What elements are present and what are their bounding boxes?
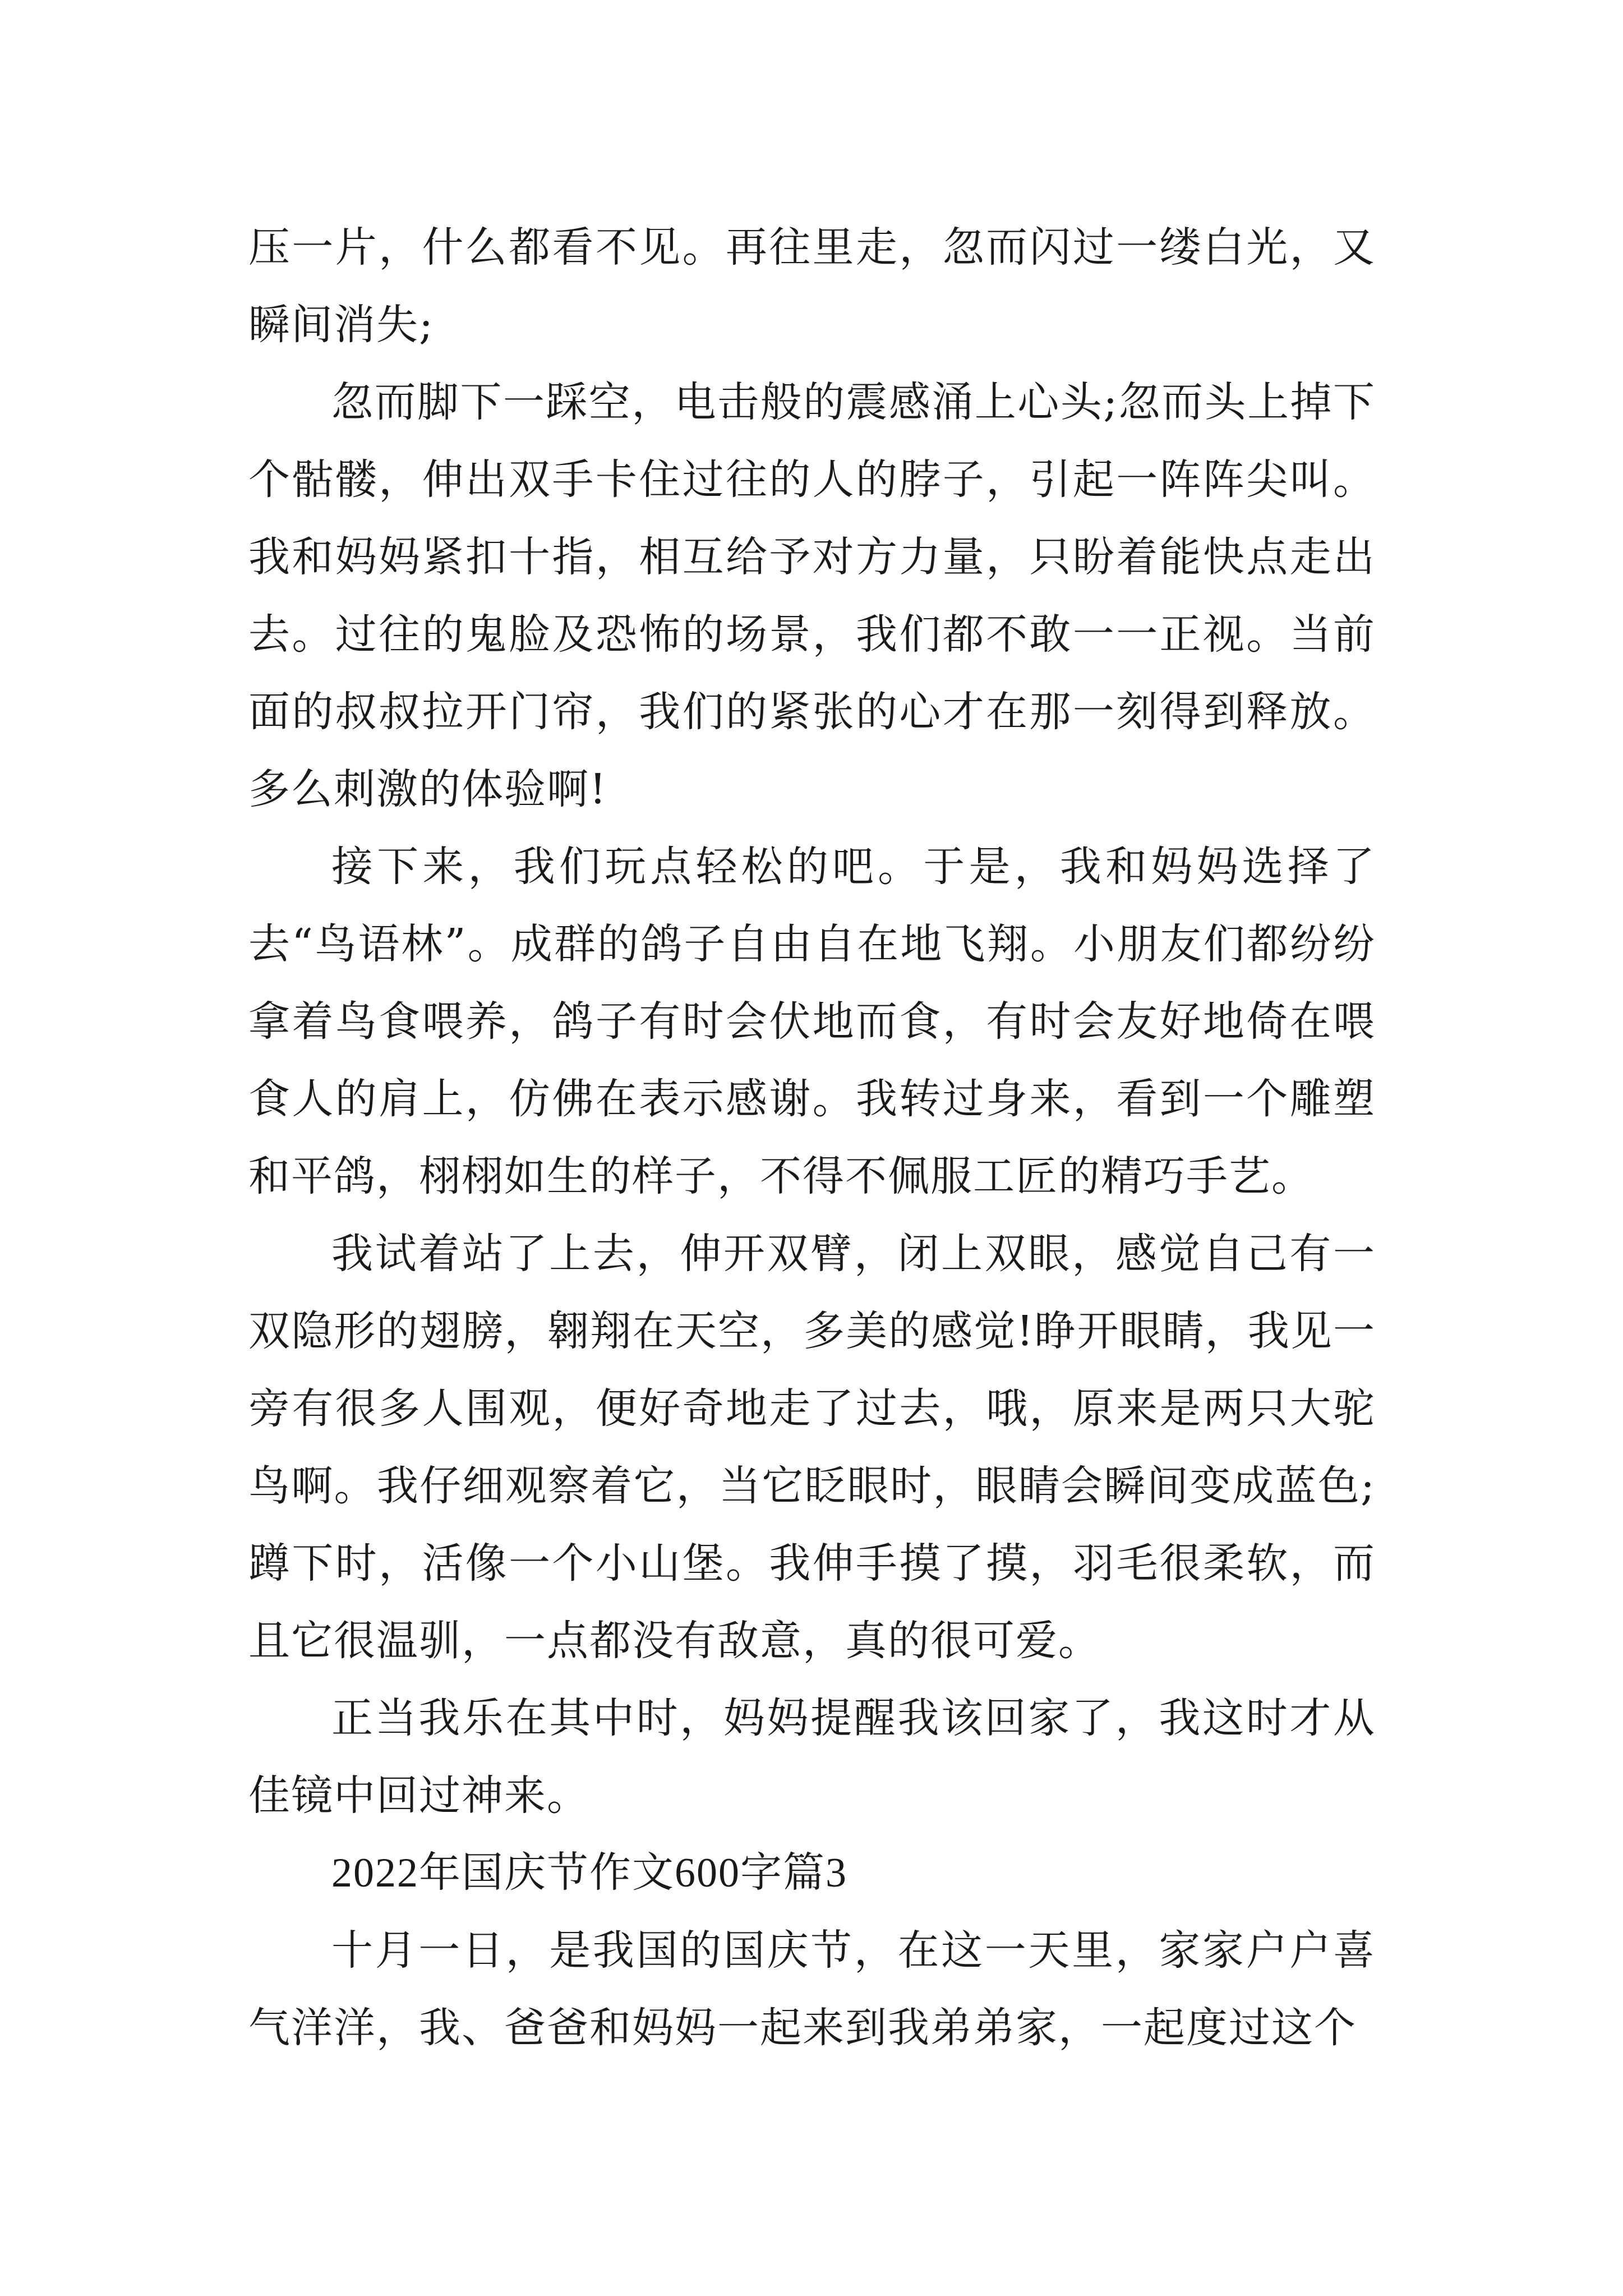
- paragraph-haunted-house: 忽而脚下一踩空，电击般的震感涌上心头;忽而头上掉下个骷髅，伸出双手卡住过往的人的脖子，引起一阵阵尖叫。我和妈妈紧扣十指，相互给予对方力量，只盼着能快点走出去。过往的鬼脸及恐怖的场景，我们都不敢一一正视。当前面的叔叔拉开门帘，我们的紧张的心才在那一刻得到释放。多么刺激的体验啊!: [248, 378, 1376, 813]
- paragraph-national-day: 十月一日，是我国的国庆节，在这一天里，家家户户喜气洋洋，我、爸爸和妈妈一起来到我弟弟家，一起度过这个: [248, 1926, 1376, 2052]
- paragraph-ostrich: 我试着站了上去，伸开双臂，闭上双眼，感觉自己有一双隐形的翅膀，翱翔在天空，多美的感觉!睁开眼睛，我见一旁有很多人围观，便好奇地走了过去，哦，原来是两只大驼鸟啊。我仔细观察着它，当它眨眼时，眼睛会瞬间变成蓝色;蹲下时，活像一个小山堡。我伸手摸了摸，羽毛很柔软，而且它很温驯，一点都没有敌意，真的很可爱。: [248, 1230, 1376, 1665]
- paragraph-going-home: 正当我乐在其中时，妈妈提醒我该回家了，我这时才从佳镜中回过神来。: [248, 1694, 1376, 1820]
- paragraph-bird-forest: 接下来，我们玩点轻松的吧。于是，我和妈妈选择了去“鸟语林”。成群的鸽子自由自在地飞翔。小朋友们都纷纷拿着鸟食喂养，鸽子有时会伏地而食，有时会友好地倚在喂食人的肩上，仿佛在表示感谢。我转过身来，看到一个雕塑和平鸽，栩栩如生的样子，不得不佩服工匠的精巧手艺。: [248, 843, 1376, 1200]
- section-heading: 2022年国庆节作文600字篇3: [331, 1850, 847, 1896]
- paragraph-continuation: 压一片，什么都看不见。再往里走，忽而闪过一缕白光，又瞬间消失;: [248, 223, 1376, 349]
- document-body: [248, 209, 1376, 2067]
